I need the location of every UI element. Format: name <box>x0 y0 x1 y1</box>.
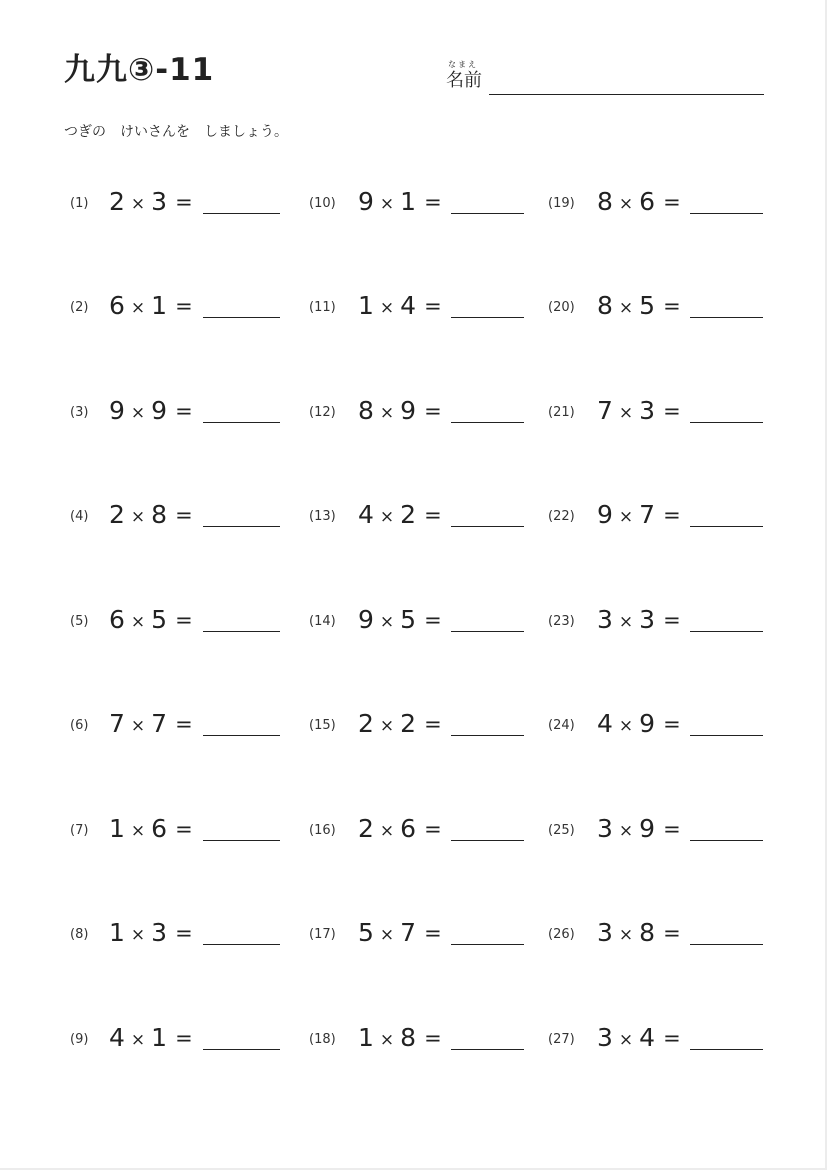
equals-sign: = <box>175 817 193 841</box>
equals-sign: = <box>663 921 681 945</box>
operand-a: 8 <box>358 396 374 425</box>
problem-expression <box>597 186 681 218</box>
answer-blank[interactable] <box>451 317 524 318</box>
operand-b: 9 <box>400 396 417 425</box>
operand-a: 1 <box>109 918 125 947</box>
answer-blank[interactable] <box>451 1049 524 1050</box>
problem-number: (5) <box>70 614 89 629</box>
operand-b: 1 <box>400 187 417 216</box>
equals-sign: = <box>424 1026 442 1050</box>
problem-item <box>70 708 310 742</box>
problem-item <box>548 604 788 638</box>
operand-a: 2 <box>358 814 374 843</box>
answer-blank[interactable] <box>451 840 524 841</box>
answer-blank[interactable] <box>690 422 763 423</box>
multiply-sign: × <box>130 821 146 841</box>
problem-item <box>309 604 549 638</box>
problem-item <box>70 395 310 429</box>
operand-a: 8 <box>597 187 613 216</box>
equals-sign: = <box>663 503 681 527</box>
operand-a: 1 <box>358 1023 374 1052</box>
equals-sign: = <box>175 190 193 214</box>
equals-sign: = <box>424 712 442 736</box>
equals-sign: = <box>175 294 193 318</box>
problem-item <box>309 290 549 324</box>
operand-a: 2 <box>358 709 374 738</box>
multiply-sign: × <box>130 507 146 527</box>
problem-item <box>70 499 310 533</box>
problem-expression <box>109 1022 193 1054</box>
equals-sign: = <box>424 817 442 841</box>
problem-expression <box>358 813 442 845</box>
answer-blank[interactable] <box>451 631 524 632</box>
answer-blank[interactable] <box>690 735 763 736</box>
equals-sign: = <box>424 608 442 632</box>
problem-item <box>548 290 788 324</box>
equals-sign: = <box>175 399 193 423</box>
answer-blank[interactable] <box>690 213 763 214</box>
answer-blank[interactable] <box>451 422 524 423</box>
multiply-sign: × <box>618 403 634 423</box>
multiply-sign: × <box>618 1030 634 1050</box>
multiply-sign: × <box>618 194 634 214</box>
operand-b: 5 <box>400 605 417 634</box>
operand-b: 6 <box>151 814 168 843</box>
problem-number: (12) <box>309 405 336 420</box>
problem-expression <box>109 813 193 845</box>
problem-expression <box>358 604 442 636</box>
operand-a: 4 <box>597 709 613 738</box>
operand-b: 8 <box>151 500 168 529</box>
multiply-sign: × <box>379 716 395 736</box>
problem-number: (18) <box>309 1032 336 1047</box>
problem-expression <box>597 1022 681 1054</box>
operand-a: 6 <box>109 605 125 634</box>
operand-a: 3 <box>597 814 613 843</box>
problem-number: (10) <box>309 196 336 211</box>
answer-blank[interactable] <box>203 840 280 841</box>
multiply-sign: × <box>379 298 395 318</box>
problem-number: (2) <box>70 300 89 315</box>
operand-b: 9 <box>639 709 656 738</box>
operand-a: 3 <box>597 1023 613 1052</box>
answer-blank[interactable] <box>690 944 763 945</box>
multiply-sign: × <box>130 194 146 214</box>
problem-number: (22) <box>548 509 575 524</box>
problem-number: (24) <box>548 718 575 733</box>
operand-b: 7 <box>400 918 417 947</box>
problem-number: (11) <box>309 300 336 315</box>
answer-blank[interactable] <box>203 735 280 736</box>
problem-expression <box>109 708 193 740</box>
operand-a: 4 <box>358 500 374 529</box>
operand-b: 3 <box>151 918 168 947</box>
problem-expression <box>109 290 193 322</box>
problem-number: (26) <box>548 927 575 942</box>
answer-blank[interactable] <box>690 840 763 841</box>
operand-b: 5 <box>639 291 656 320</box>
operand-a: 9 <box>358 187 374 216</box>
equals-sign: = <box>663 712 681 736</box>
problem-item <box>309 917 549 951</box>
problem-expression <box>109 604 193 636</box>
multiply-sign: × <box>379 194 395 214</box>
answer-blank[interactable] <box>690 631 763 632</box>
equals-sign: = <box>424 503 442 527</box>
answer-blank[interactable] <box>690 526 763 527</box>
problem-item <box>548 395 788 429</box>
problem-number: (7) <box>70 823 89 838</box>
equals-sign: = <box>424 921 442 945</box>
problem-expression <box>597 604 681 636</box>
equals-sign: = <box>175 1026 193 1050</box>
operand-a: 3 <box>597 918 613 947</box>
operand-b: 3 <box>151 187 168 216</box>
name-label: 名前 <box>446 70 482 91</box>
equals-sign: = <box>175 503 193 527</box>
equals-sign: = <box>424 294 442 318</box>
equals-sign: = <box>663 817 681 841</box>
problem-expression <box>109 917 193 949</box>
problem-number: (17) <box>309 927 336 942</box>
answer-blank[interactable] <box>203 317 280 318</box>
problem-number: (23) <box>548 614 575 629</box>
problem-expression <box>358 499 442 531</box>
problem-item <box>309 708 549 742</box>
problem-expression <box>597 290 681 322</box>
operand-a: 7 <box>109 709 125 738</box>
answer-blank[interactable] <box>203 1049 280 1050</box>
equals-sign: = <box>663 608 681 632</box>
problem-number: (13) <box>309 509 336 524</box>
multiply-sign: × <box>130 1030 146 1050</box>
equals-sign: = <box>175 921 193 945</box>
problem-item <box>70 1022 310 1056</box>
problem-expression <box>597 917 681 949</box>
problem-expression <box>358 290 442 322</box>
problem-number: (16) <box>309 823 336 838</box>
problem-number: (6) <box>70 718 89 733</box>
equals-sign: = <box>663 294 681 318</box>
multiply-sign: × <box>618 925 634 945</box>
problem-expression <box>597 708 681 740</box>
multiply-sign: × <box>379 925 395 945</box>
multiply-sign: × <box>618 821 634 841</box>
equals-sign: = <box>424 399 442 423</box>
answer-blank[interactable] <box>203 944 280 945</box>
answer-blank[interactable] <box>690 1049 763 1050</box>
operand-b: 9 <box>639 814 656 843</box>
operand-b: 7 <box>151 709 168 738</box>
multiply-sign: × <box>379 403 395 423</box>
problem-item <box>548 499 788 533</box>
problem-expression <box>358 186 442 218</box>
problem-number: (1) <box>70 196 89 211</box>
equals-sign: = <box>175 712 193 736</box>
operand-b: 1 <box>151 291 168 320</box>
problem-item <box>70 186 310 220</box>
multiply-sign: × <box>618 612 634 632</box>
operand-a: 2 <box>109 187 125 216</box>
problem-item <box>548 917 788 951</box>
operand-a: 9 <box>109 396 125 425</box>
operand-b: 5 <box>151 605 168 634</box>
problem-expression <box>597 395 681 427</box>
problem-item <box>70 917 310 951</box>
multiply-sign: × <box>379 612 395 632</box>
operand-b: 6 <box>639 187 656 216</box>
problem-number: (27) <box>548 1032 575 1047</box>
answer-blank[interactable] <box>203 631 280 632</box>
multiply-sign: × <box>379 1030 395 1050</box>
operand-b: 1 <box>151 1023 168 1052</box>
problem-number: (14) <box>309 614 336 629</box>
problem-expression <box>597 499 681 531</box>
operand-a: 1 <box>109 814 125 843</box>
operand-a: 6 <box>109 291 125 320</box>
problem-expression <box>109 395 193 427</box>
multiply-sign: × <box>618 298 634 318</box>
operand-a: 4 <box>109 1023 125 1052</box>
operand-b: 8 <box>639 918 656 947</box>
multiply-sign: × <box>130 612 146 632</box>
operand-a: 7 <box>597 396 613 425</box>
problem-number: (8) <box>70 927 89 942</box>
answer-blank[interactable] <box>203 526 280 527</box>
equals-sign: = <box>424 190 442 214</box>
problem-number: (21) <box>548 405 575 420</box>
operand-a: 8 <box>597 291 613 320</box>
operand-a: 9 <box>597 500 613 529</box>
problem-expression <box>109 499 193 531</box>
name-ruby: なまえ <box>448 60 478 69</box>
problem-number: (25) <box>548 823 575 838</box>
operand-b: 3 <box>639 396 656 425</box>
equals-sign: = <box>175 608 193 632</box>
problem-expression <box>109 186 193 218</box>
problem-item <box>548 1022 788 1056</box>
operand-b: 2 <box>400 500 417 529</box>
answer-blank[interactable] <box>203 422 280 423</box>
operand-b: 8 <box>400 1023 417 1052</box>
multiply-sign: × <box>618 507 634 527</box>
problem-item <box>309 186 549 220</box>
multiply-sign: × <box>130 925 146 945</box>
answer-blank[interactable] <box>451 944 524 945</box>
problem-expression <box>358 917 442 949</box>
operand-a: 5 <box>358 918 374 947</box>
problem-expression <box>597 813 681 845</box>
problem-number: (4) <box>70 509 89 524</box>
operand-b: 9 <box>151 396 168 425</box>
name-field <box>446 60 766 100</box>
operand-a: 1 <box>358 291 374 320</box>
instruction-text: つぎの けいさんを しましょう。 <box>64 124 288 140</box>
problem-expression <box>358 1022 442 1054</box>
operand-b: 4 <box>639 1023 656 1052</box>
page-title: 九九③-11 <box>64 52 215 88</box>
problem-item <box>70 813 310 847</box>
problem-expression <box>358 708 442 740</box>
problem-item <box>548 186 788 220</box>
operand-b: 2 <box>400 709 417 738</box>
problem-expression <box>358 395 442 427</box>
problem-item <box>70 604 310 638</box>
equals-sign: = <box>663 190 681 214</box>
multiply-sign: × <box>130 298 146 318</box>
operand-b: 4 <box>400 291 417 320</box>
operand-a: 9 <box>358 605 374 634</box>
problem-item <box>548 813 788 847</box>
answer-blank[interactable] <box>451 735 524 736</box>
multiply-sign: × <box>379 821 395 841</box>
operand-b: 6 <box>400 814 417 843</box>
problem-number: (20) <box>548 300 575 315</box>
multiply-sign: × <box>130 403 146 423</box>
problem-item <box>309 499 549 533</box>
operand-a: 3 <box>597 605 613 634</box>
answer-blank[interactable] <box>451 213 524 214</box>
operand-b: 7 <box>639 500 656 529</box>
problem-item <box>70 290 310 324</box>
problem-item <box>309 1022 549 1056</box>
problem-number: (3) <box>70 405 89 420</box>
problem-item <box>548 708 788 742</box>
problem-number: (19) <box>548 196 575 211</box>
multiply-sign: × <box>618 716 634 736</box>
multiply-sign: × <box>379 507 395 527</box>
name-write-line[interactable] <box>489 94 764 95</box>
multiply-sign: × <box>130 716 146 736</box>
operand-b: 3 <box>639 605 656 634</box>
equals-sign: = <box>663 399 681 423</box>
operand-a: 2 <box>109 500 125 529</box>
problem-item <box>309 813 549 847</box>
problem-item <box>309 395 549 429</box>
problem-number: (15) <box>309 718 336 733</box>
answer-blank[interactable] <box>203 213 280 214</box>
answer-blank[interactable] <box>690 317 763 318</box>
problem-number: (9) <box>70 1032 89 1047</box>
answer-blank[interactable] <box>451 526 524 527</box>
equals-sign: = <box>663 1026 681 1050</box>
